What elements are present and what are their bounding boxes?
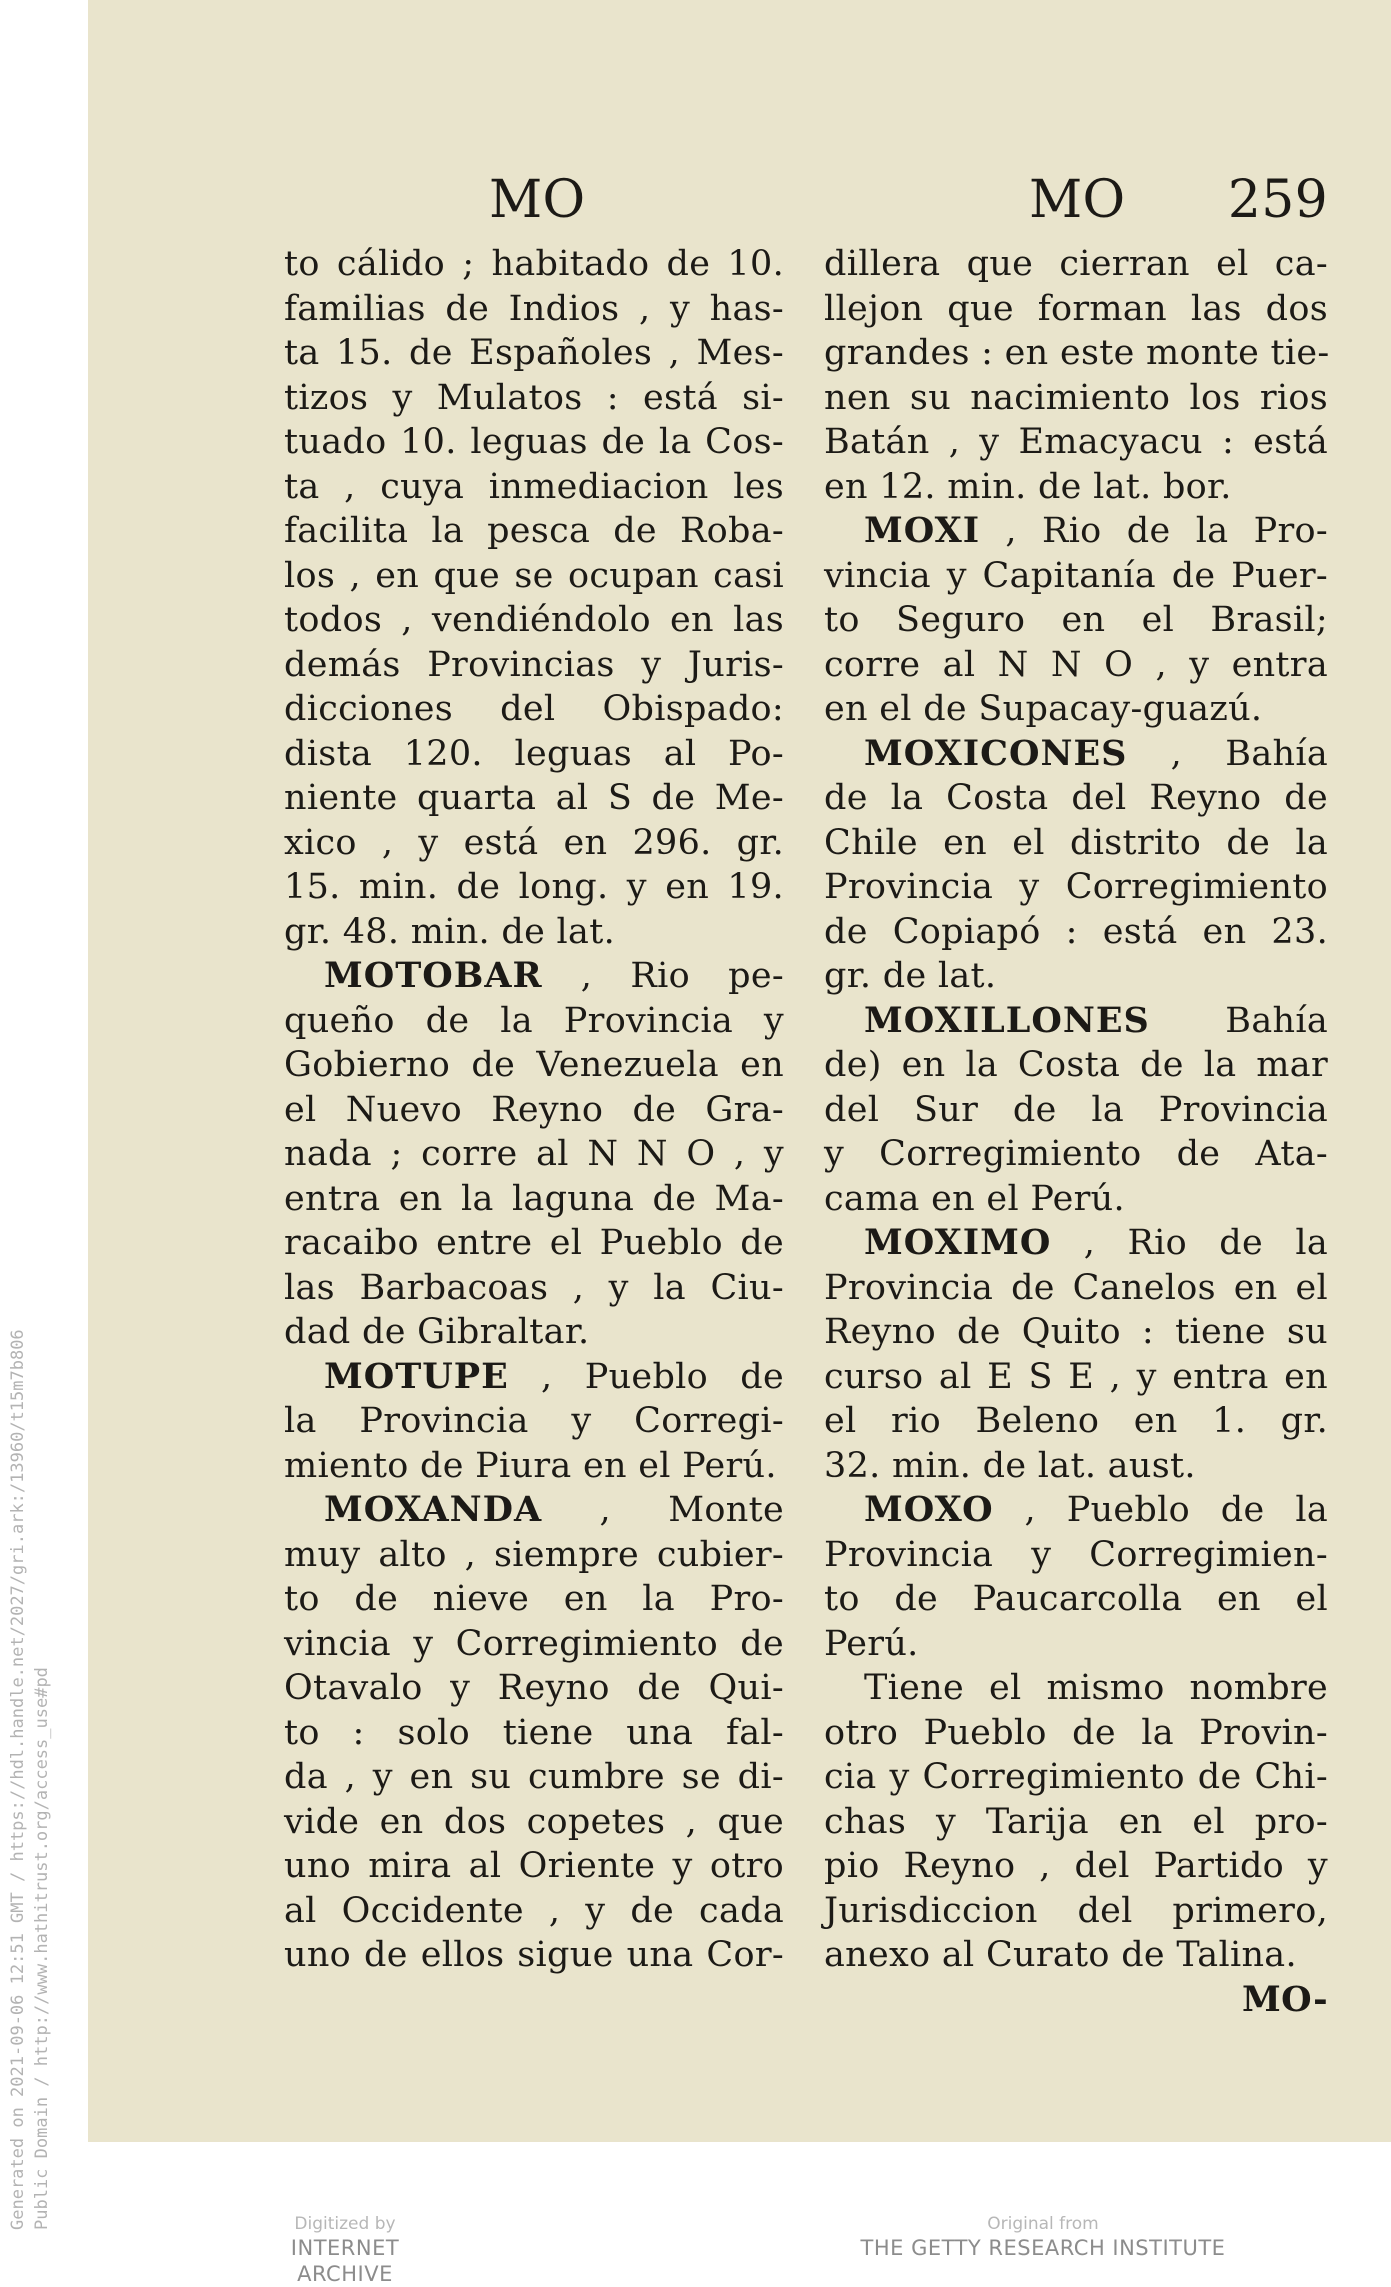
text-line: Provincia y Corregimien- xyxy=(824,1534,1328,1575)
right-text-lines xyxy=(824,242,1328,1978)
text-line: MOXILLONES Bahía xyxy=(864,999,1328,1041)
text-line: pio Reyno , del Partido y xyxy=(824,1846,1328,1886)
text-line: curso al E S E , y entra en xyxy=(824,1356,1328,1397)
text-line: Perú. xyxy=(824,1623,919,1664)
text-line: familias de Indios , y has- xyxy=(284,288,784,329)
text-line: del Sur de la Provincia xyxy=(824,1089,1328,1130)
text-line: el rio Beleno en 1. gr. xyxy=(824,1401,1328,1441)
text-line: vincia y Corregimiento de xyxy=(284,1623,784,1664)
text-line: entra en la laguna de Ma- xyxy=(284,1178,784,1219)
left-running-head: MO xyxy=(489,170,586,230)
left-column xyxy=(284,170,784,1978)
text-line: to Seguro en el Brasil; xyxy=(824,600,1328,640)
text-line: queño de la Provincia y xyxy=(284,1000,784,1041)
digitized-by-label: Digitized by xyxy=(294,2214,396,2234)
text-line: las Barbacoas , y la Ciu- xyxy=(284,1267,784,1308)
text-line: MOXANDA , Monte xyxy=(324,1489,784,1530)
text-line: nen su nacimiento los rios xyxy=(824,377,1328,418)
text-line: cia y Corregimiento de Chi- xyxy=(824,1757,1328,1797)
text-line: nada ; corre al N N O , y xyxy=(284,1134,784,1174)
getty-label: THE GETTY RESEARCH INSTITUTE xyxy=(860,2236,1226,2260)
text-line: to : solo tiene una fal- xyxy=(284,1712,784,1753)
text-line: en el de Supacay-guazú. xyxy=(824,689,1263,729)
right-column xyxy=(824,170,1328,2022)
text-line: 32. min. de lat. aust. xyxy=(824,1445,1196,1486)
text-line: Chile en el distrito de la xyxy=(824,822,1328,863)
text-line: to cálido ; habitado de 10. xyxy=(284,244,784,284)
text-line: da , y en su cumbre se di- xyxy=(284,1757,784,1797)
text-line: vincia y Capitanía de Puer- xyxy=(824,555,1328,596)
text-line: Batán , y Emacyacu : está xyxy=(824,422,1328,462)
left-text-lines xyxy=(284,242,784,1978)
text-line: facilita la pesca de Roba- xyxy=(284,511,784,551)
text-line: de Copiapó : está en 23. xyxy=(824,911,1328,952)
text-line: ta , cuya inmediacion les xyxy=(284,466,784,507)
text-line: llejon que forman las dos xyxy=(824,288,1328,329)
text-line: demás Provincias y Juris- xyxy=(284,644,784,685)
digitized-by-credit xyxy=(240,2213,450,2287)
text-line: dista 120. leguas al Po- xyxy=(284,733,784,774)
original-from-label: Original from xyxy=(987,2214,1099,2234)
text-line: uno mira al Oriente y otro xyxy=(284,1846,784,1886)
text-line: y Corregimiento de Ata- xyxy=(824,1134,1328,1174)
text-line: ta 15. de Españoles , Mes- xyxy=(284,333,784,373)
access-notice-sidebar xyxy=(0,1150,60,2230)
text-line: MOXI , Rio de la Pro- xyxy=(864,510,1328,551)
text-line: la Provincia y Corregi- xyxy=(284,1401,784,1441)
text-line: cama en el Perú. xyxy=(824,1178,1125,1219)
internet-archive-label: INTERNET ARCHIVE xyxy=(290,2236,400,2286)
text-line: Tiene el mismo nombre xyxy=(864,1668,1328,1708)
text-line: tuado 10. leguas de la Cos- xyxy=(284,422,784,462)
text-line: MOXO , Pueblo de la xyxy=(864,1489,1328,1530)
text-line: xico , y está en 296. gr. xyxy=(284,822,784,863)
text-line: MOXICONES , Bahía xyxy=(864,732,1328,774)
text-line: to de Paucarcolla en el xyxy=(824,1579,1328,1619)
text-line: en 12. min. de lat. bor. xyxy=(824,466,1232,507)
text-line: dicciones del Obispado: xyxy=(284,689,784,729)
text-line: el Nuevo Reyno de Gra- xyxy=(284,1089,784,1130)
text-line: tizos y Mulatos : está si- xyxy=(284,377,784,418)
text-line: muy alto , siempre cubier- xyxy=(284,1534,784,1575)
text-line: gr. de lat. xyxy=(824,956,997,996)
text-line: los , en que se ocupan casi xyxy=(284,555,784,596)
text-line: MOTOBAR , Rio pe- xyxy=(324,955,784,996)
text-line: grandes : en este monte tie- xyxy=(824,333,1330,373)
text-line: niente quarta al S de Me- xyxy=(284,778,784,818)
text-line: MOTUPE , Pueblo de xyxy=(324,1355,784,1397)
text-line: to de nieve en la Pro- xyxy=(284,1579,784,1619)
text-line: miento de Piura en el Perú. xyxy=(284,1445,777,1486)
text-line: Gobierno de Venezuela en xyxy=(284,1045,784,1085)
text-line: Otavalo y Reyno de Qui- xyxy=(284,1668,784,1708)
generated-notice: Generated on 2021-09-06 12:51 GMT / https://hdl.handle.net/2027/gri.ark:/13960/t15m7b806 xyxy=(8,1329,28,2230)
text-line: 15. min. de long. y en 19. xyxy=(284,867,784,907)
text-line: Reyno de Quito : tiene su xyxy=(824,1312,1328,1352)
text-line: gr. 48. min. de lat. xyxy=(284,911,615,952)
public-domain-notice: Public Domain / http://www.hathitrust.org/access_use#pd xyxy=(32,1667,52,2230)
right-running-head: MO xyxy=(1029,170,1126,230)
right-header-row xyxy=(824,170,1328,230)
access-notice-text xyxy=(6,1329,54,2230)
text-line: anexo al Curato de Talina. xyxy=(824,1935,1297,1975)
text-line: corre al N N O , y entra xyxy=(824,644,1328,685)
text-line: uno de ellos sigue una Cor- xyxy=(284,1935,784,1975)
page-number: 259 xyxy=(1227,170,1328,230)
text-line: racaibo entre el Pueblo de xyxy=(284,1223,784,1263)
text-line: Provincia y Corregimiento xyxy=(824,867,1328,907)
text-line: dad de Gibraltar. xyxy=(284,1312,590,1352)
original-from-credit xyxy=(858,2213,1228,2261)
text-line: chas y Tarija en el pro- xyxy=(824,1801,1328,1842)
catchword: MO- xyxy=(1242,1978,1328,2020)
text-line: dillera que cierran el ca- xyxy=(824,244,1328,284)
text-line: todos , vendiéndolo en las xyxy=(284,600,784,640)
text-line: de la Costa del Reyno de xyxy=(824,778,1328,818)
text-line: al Occidente , y de cada xyxy=(284,1890,784,1931)
text-line: de) en la Costa de la mar xyxy=(824,1045,1328,1085)
scanned-page xyxy=(88,0,1391,2142)
text-line: otro Pueblo de la Provin- xyxy=(824,1712,1328,1753)
text-line: vide en dos copetes , que xyxy=(284,1801,784,1842)
text-line: MOXIMO , Rio de la xyxy=(864,1222,1328,1263)
text-line: Provincia de Canelos en el xyxy=(824,1267,1328,1308)
text-line: Jurisdiccion del primero, xyxy=(824,1890,1328,1931)
